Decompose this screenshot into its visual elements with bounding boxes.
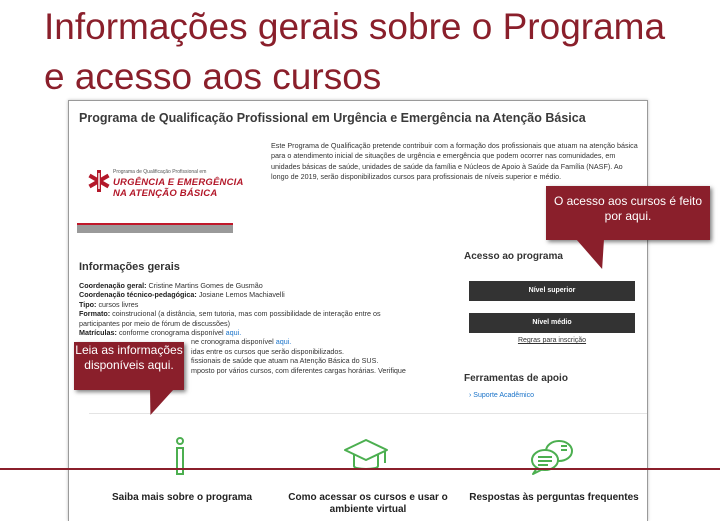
- cronograma-text: ne cronograma disponível: [191, 337, 274, 347]
- feature-label: Respostas às perguntas frequentes: [469, 492, 639, 503]
- logo-divider-grey: [77, 225, 233, 233]
- nivel-medio-button[interactable]: Nível médio: [469, 313, 635, 333]
- formato-row: [79, 309, 409, 328]
- cursos-text: idas entre os cursos que serão disponibilizados.: [191, 346, 345, 356]
- access-heading: Acesso ao programa: [464, 251, 563, 262]
- carga-text: mposto por vários cursos, com diferentes cargas horárias. Verifique: [191, 365, 406, 375]
- page-title: Programa de Qualificação Profissional em Urgência e Emergência na Atenção Básica: [79, 111, 586, 125]
- chat-bubbles-icon: [529, 436, 575, 476]
- website-screenshot: [68, 100, 648, 521]
- formato-label: Formato:: [79, 309, 111, 319]
- publico-text: fissionais de saúde que atuam na Atenção Básica do SUS.: [191, 356, 379, 366]
- tipo-label: Tipo:: [79, 299, 97, 309]
- tipo-value: cursos livres: [98, 299, 139, 309]
- coord-geral-value: Cristine Martins Gomes de Gusmão: [148, 281, 263, 290]
- logo-line-2: NA ATENÇÃO BÁSICA: [113, 188, 218, 199]
- slide-footer-line: [0, 468, 720, 470]
- graduation-cap-icon: [343, 436, 389, 476]
- support-tools-heading: Ferramentas de apoio: [464, 373, 568, 384]
- coord-tec-value: Josiane Lemos Machiavelli: [198, 290, 285, 300]
- callout-info: Leia as informações disponíveis aqui.: [74, 342, 184, 390]
- tipo-row: [79, 300, 409, 309]
- feature-label: Saiba mais sobre o programa: [111, 492, 253, 503]
- feature-row: [89, 413, 647, 521]
- logo-line-1: URGÊNCIA E EMERGÊNCIA: [113, 177, 244, 188]
- info-icon: [157, 436, 203, 476]
- callout-access: O acesso aos cursos é feito por aqui.: [546, 186, 710, 240]
- coord-tec-row: [79, 290, 409, 299]
- matriculas-link[interactable]: aqui.: [225, 328, 242, 338]
- cronograma-link[interactable]: aqui.: [275, 337, 292, 347]
- star-of-life-icon: [87, 169, 111, 193]
- nivel-superior-button[interactable]: Nível superior: [469, 281, 635, 301]
- general-info-heading: Informações gerais: [79, 261, 180, 273]
- slide-title: Informações gerais sobre o Programa e acesso aos cursos: [44, 6, 666, 97]
- coord-geral-row: [79, 281, 409, 290]
- coord-geral-label: Coordenação geral:: [79, 281, 147, 290]
- matriculas-row: [79, 328, 409, 337]
- regras-inscricao-link[interactable]: Regras para inscrição: [517, 337, 587, 344]
- logo-small-text: Programa de Qualificação Profissional em: [113, 169, 207, 175]
- formato-value: coinstrucional (a distância, sem tutoria, mas com possibilidade de interação entre os participantes por meio de fórum de discussões): [79, 309, 381, 328]
- matriculas-value: conforme cronograma disponível: [118, 328, 224, 338]
- feature-label: Como acessar os cursos e usar o ambiente virtual: [288, 492, 448, 515]
- program-logo: [77, 141, 244, 227]
- matriculas-label: Matrículas:: [79, 328, 117, 338]
- program-intro: Este Programa de Qualificação pretende contribuir com a formação dos profissionais que atuam na atenção básica para o atendimento inicial de situações de urgência e emergência que podem ocorrer nas comunidades, em unidades básicas de saúde, unidades de saúde da família e Núcleos de Apoio à Saúde da Família (NASF). Ao longo de 2019, serão disponibilizados cursos para profissionais de níveis superior e médio.: [271, 141, 638, 182]
- coord-tec-label: Coordenação técnico-pedagógica:: [79, 290, 197, 300]
- suporte-academico-link[interactable]: › Suporte Acadêmico: [469, 392, 534, 399]
